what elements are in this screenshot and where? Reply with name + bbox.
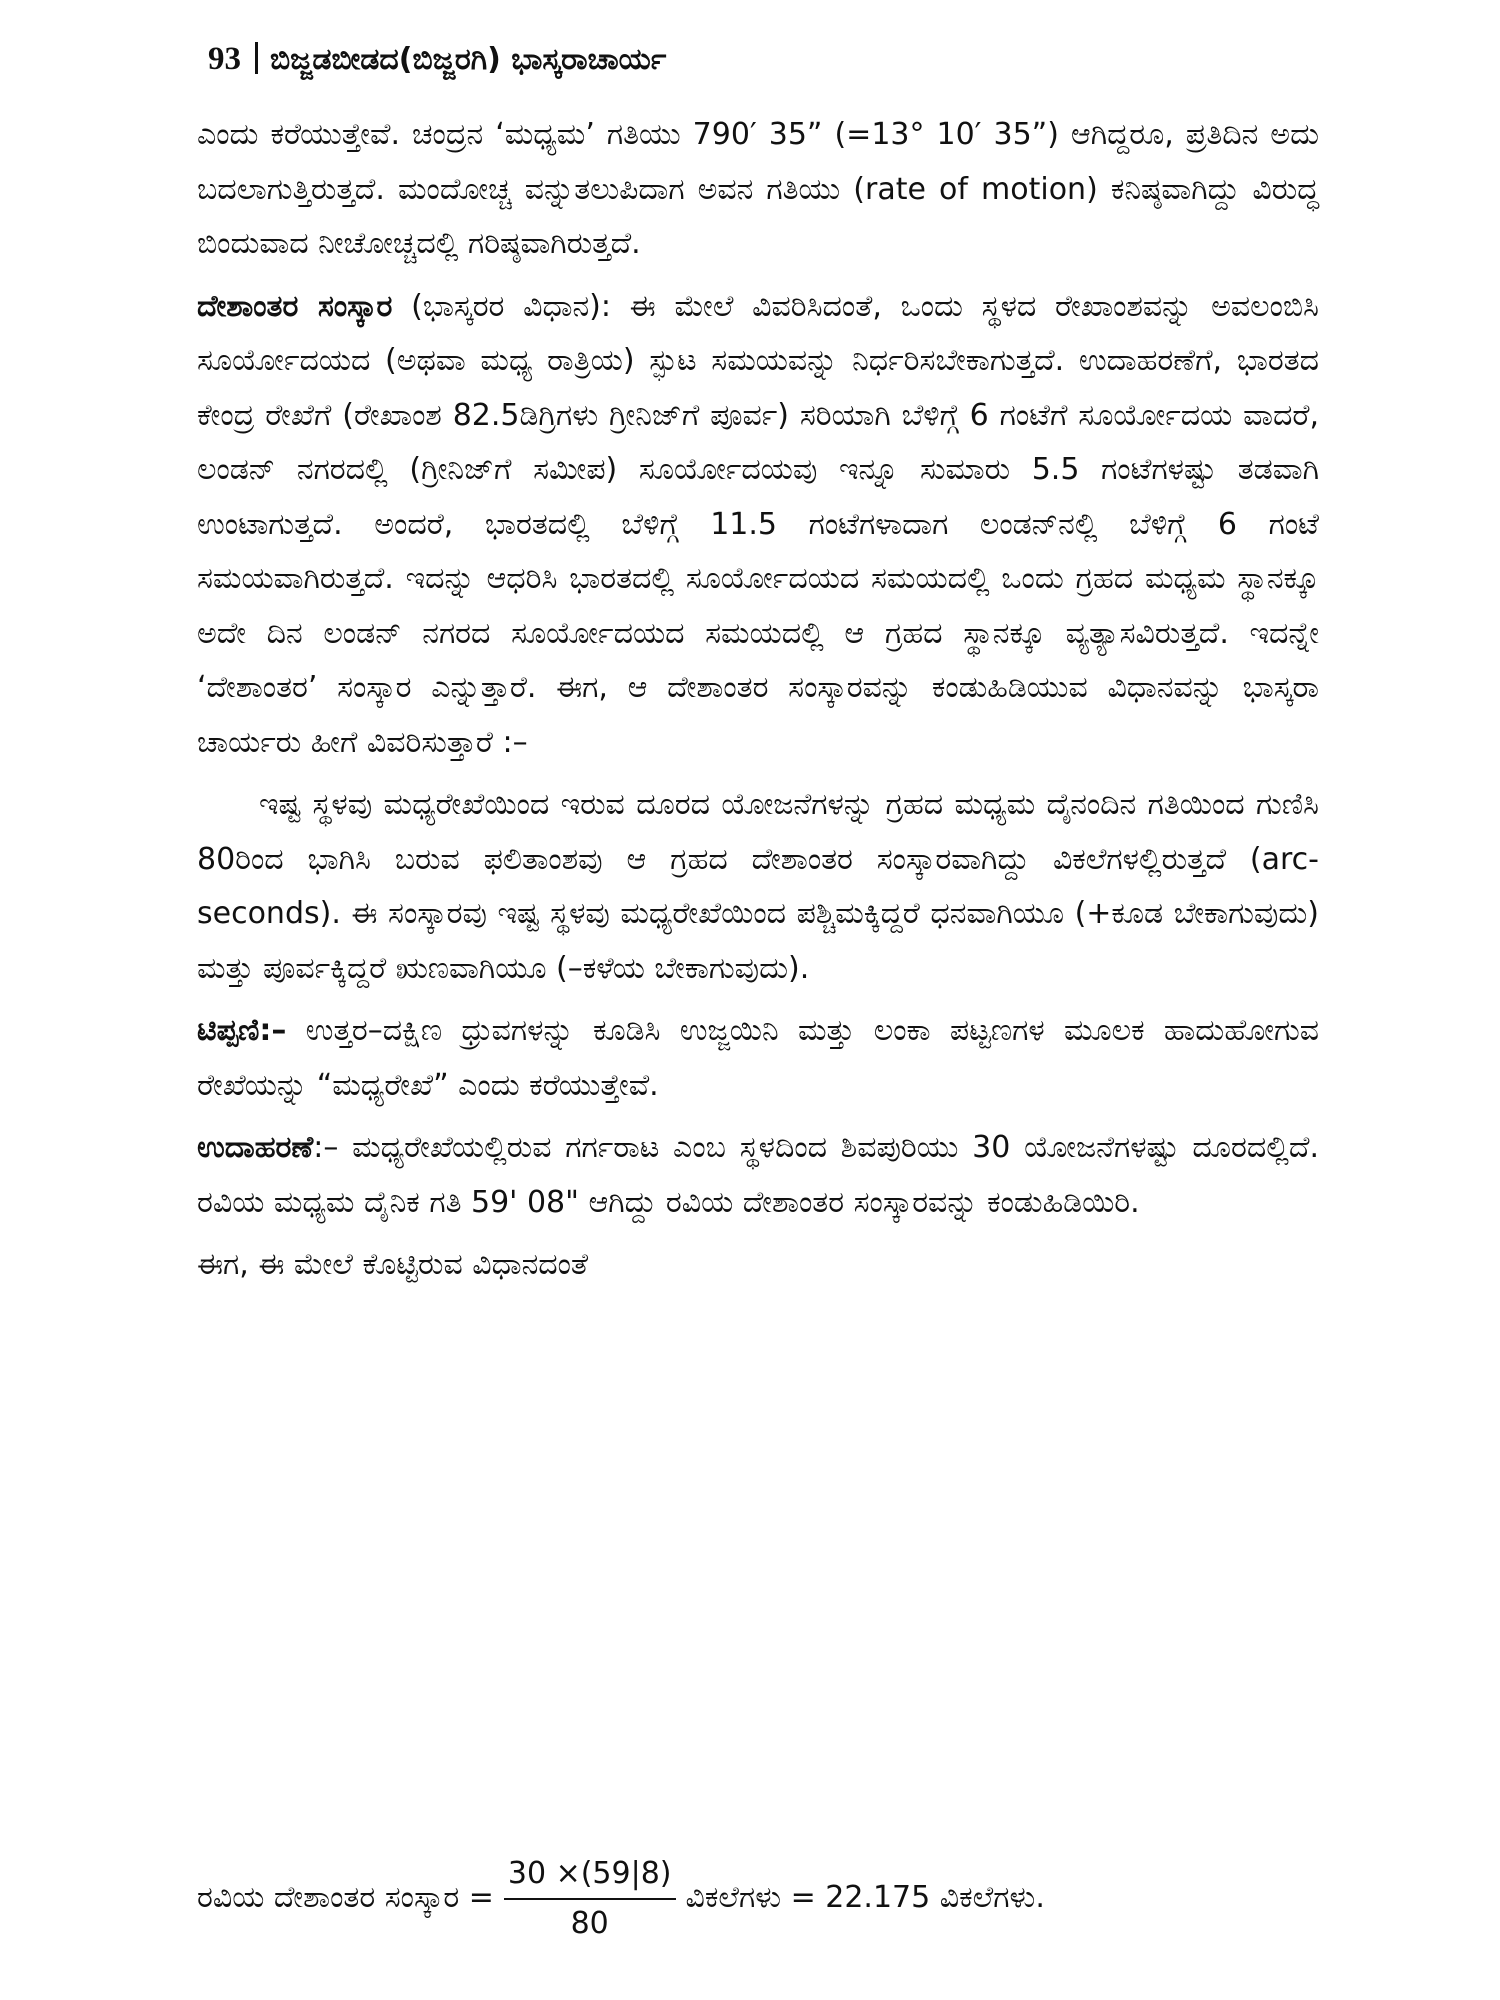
note-text: ಉತ್ತರ–ದಕ್ಷಿಣ ಧ್ರುವಗಳನ್ನು ಕೂಡಿಸಿ ಉಜ್ಜಯಿನಿ ಮತ್ತು ಲಂಕಾ ಪಟ್ಟಣಗಳ ಮೂಲಕ ಹಾದುಹೋಗುವ ರೇಖೆಯನ್ನು “ಮಧ್ಯರೇಖೆ” ಎಂದು ಕರೆಯುತ್ತೇವೆ.	[197, 1013, 1319, 1103]
fraction-denominator: 80	[570, 1905, 609, 1941]
paragraph-deshantara	[197, 280, 1319, 771]
example-heading: ಉದಾಹರಣೆ	[197, 1130, 314, 1165]
body-text	[197, 108, 1319, 1293]
running-title: ಬಿಜ್ಜಡಬೀಡದ(ಬಿಜ್ಜರಗಿ) ಭಾಸ್ಕರಾಚಾರ್ಯ	[270, 42, 667, 77]
deshantara-heading: ದೇಶಾಂತರ ಸಂಸ್ಕಾರ	[197, 288, 393, 324]
paragraph-1: ಎಂದು ಕರೆಯುತ್ತೇವೆ. ಚಂದ್ರನ ‘ಮಧ್ಯಮ’ ಗತಿಯು 790′ 35” (=13° 10′ 35”) ಆಗಿದ್ದರೂ, ಪ್ರತಿದಿನ ಅದು ಬದಲಾಗುತ್ತಿರುತ್ತದೆ. ಮಂದೋಚ್ಚ ವನ್ನುತಲುಪಿದಾಗ ಅವನ ಗತಿಯು (rate of motion) ಕನಿಷ್ಠವಾಗಿದ್ದು ವಿರುದ್ಧ ಬಿಂದುವಾದ ನೀಚೋಚ್ಚದಲ್ಲಿ ಗರಿಷ್ಠವಾಗಿರುತ್ತದೆ.	[197, 117, 1319, 261]
running-head	[208, 34, 1308, 84]
paragraph-note	[197, 1004, 1319, 1113]
paragraph-example	[197, 1121, 1319, 1230]
deshantara-text: (ಭಾಸ್ಕರರ ವಿಧಾನ): ಈ ಮೇಲೆ ವಿವರಿಸಿದಂತೆ, ಒಂದು ಸ್ಥಳದ ರೇಖಾಂಶವನ್ನು ಅವಲಂಬಿಸಿ ಸೂರ್ಯೋದಯದ (ಅಥವಾ ಮಧ್ಯ ರಾತ್ರಿಯ) ಸ್ಫುಟ ಸಮಯವನ್ನು ನಿರ್ಧರಿಸಬೇಕಾಗುತ್ತದೆ. ಉದಾಹರಣೆಗೆ, ಭಾರತದ ಕೇಂದ್ರ ರೇಖೆಗೆ (ರೇಖಾಂಶ 82.5ಡಿಗ್ರಿಗಳು ಗ್ರೀನಿಜ್‌ಗೆ ಪೂರ್ವ) ಸರಿಯಾಗಿ ಬೆಳಿಗ್ಗೆ 6 ಗಂಟೆಗೆ ಸೂರ್ಯೋದಯ ವಾದರೆ, ಲಂಡನ್ ನಗರದಲ್ಲಿ (ಗ್ರೀನಿಜ್‌ಗೆ ಸಮೀಪ) ಸೂರ್ಯೋದಯವು ಇನ್ನೂ ಸುಮಾರು 5.5 ಗಂಟೆಗಳಷ್ಟು ತಡವಾಗಿ ಉಂಟಾಗುತ್ತದೆ. ಅಂದರೆ, ಭಾರತದಲ್ಲಿ ಬೆಳಿಗ್ಗೆ 11.5 ಗಂಟೆಗಳಾದಾಗ ಲಂಡನ್‌ನಲ್ಲಿ ಬೆಳಿಗ್ಗೆ 6 ಗಂಟೆ ಸಮಯವಾಗಿರುತ್ತದೆ. ಇದನ್ನು ಆಧರಿಸಿ ಭಾರತದಲ್ಲಿ ಸೂರ್ಯೋದಯದ ಸಮಯದಲ್ಲಿ ಒಂದು ಗ್ರಹದ ಮಧ್ಯಮ ಸ್ಥಾನಕ್ಕೂ ಅದೇ ದಿನ ಲಂಡನ್ ನಗರದ ಸೂರ್ಯೋದಯದ ಸಮಯದಲ್ಲಿ ಆ ಗ್ರಹದ ಸ್ಥಾನಕ್ಕೂ ವ್ಯತ್ಯಾಸವಿರುತ್ತದೆ. ಇದನ್ನೇ ‘ದೇಶಾಂತರ’ ಸಂಸ್ಕಾರ ಎನ್ನುತ್ತಾರೆ. ಈಗ, ಆ ದೇಶಾಂತರ ಸಂಸ್ಕಾರವನ್ನು ಕಂಡುಹಿಡಿಯುವ ವಿಧಾನವನ್ನು ಭಾಸ್ಕರಾ ಚಾರ್ಯರು ಹೀಗೆ ವಿವರಿಸುತ್ತಾರೆ :–	[197, 288, 1319, 760]
note-heading: ಟಿಪ್ಪಣಿ:–	[197, 1013, 287, 1048]
header-divider	[255, 42, 258, 74]
equation-rhs: ವಿಕಲೆಗಳು = 22.175 ವಿಕಲೆಗಳು.	[685, 1880, 1045, 1915]
paragraph-rule: ಇಷ್ಟ ಸ್ಥಳವು ಮಧ್ಯರೇಖೆಯಿಂದ ಇರುವ ದೂರದ ಯೋಜನೆಗಳನ್ನು ಗ್ರಹದ ಮಧ್ಯಮ ದೈನಂದಿನ ಗತಿಯಿಂದ ಗುಣಿಸಿ 80ರಿಂದ ಭಾಗಿಸಿ ಬರುವ ಫಲಿತಾಂಶವು ಆ ಗ್ರಹದ ದೇಶಾಂತರ ಸಂಸ್ಕಾರವಾಗಿದ್ದು ವಿಕಲೆಗಳಲ್ಲಿರುತ್ತದೆ (arc-seconds). ಈ ಸಂಸ್ಕಾರವು ಇಷ್ಟ ಸ್ಥಳವು ಮಧ್ಯರೇಖೆಯಿಂದ ಪಶ್ಚಿಮಕ್ಕಿದ್ದರೆ ಧನವಾಗಿಯೂ (+ಕೂಡ ಬೇಕಾಗುವುದು) ಮತ್ತು ಪೂರ್ವಕ್ಕಿದ್ದರೆ ಋಣವಾಗಿಯೂ (–ಕಳೆಯ ಬೇಕಾಗುವುದು).	[197, 787, 1319, 986]
example-text: :– ಮಧ್ಯರೇಖೆಯಲ್ಲಿರುವ ಗರ್ಗರಾಟ ಎಂಬ ಸ್ಥಳದಿಂದ ಶಿವಪುರಿಯು 30 ಯೋಜನೆಗಳಷ್ಟು ದೂರದಲ್ಲಿದೆ. ರವಿಯ ಮಧ್ಯಮ ದೈನಿಕ ಗತಿ 59' 08" ಆಗಿದ್ದು ರವಿಯ ದೇಶಾಂತರ ಸಂಸ್ಕಾರವನ್ನು ಕಂಡುಹಿಡಿಯಿರಿ.	[197, 1130, 1319, 1220]
paragraph-method: ಈಗ, ಈ ಮೇಲೆ ಕೊಟ್ಟಿರುವ ವಿಧಾನದಂತೆ	[197, 1247, 589, 1282]
page-number: 93	[208, 41, 241, 77]
equation-line	[197, 1848, 1319, 1948]
equation-lhs: ರವಿಯ ದೇಶಾಂತರ ಸಂಸ್ಕಾರ =	[197, 1880, 494, 1915]
fraction-numerator: 30 ×(59|8)	[504, 1854, 676, 1900]
fraction	[504, 1854, 676, 1944]
